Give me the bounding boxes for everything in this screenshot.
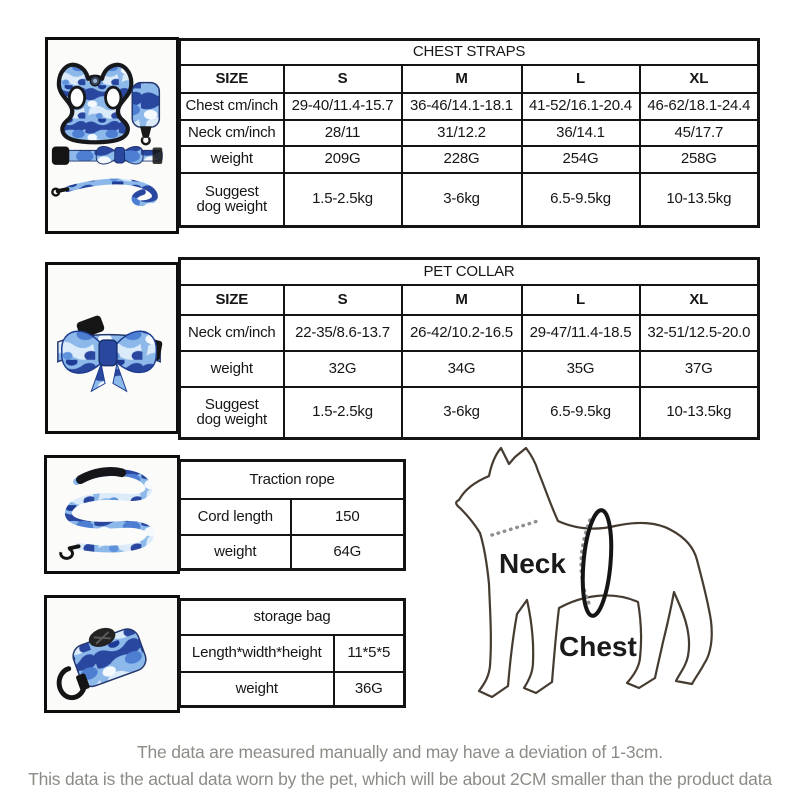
table-cell: 228G xyxy=(402,146,522,173)
table-row xyxy=(180,351,759,387)
footer-notes xyxy=(0,739,800,793)
table-row xyxy=(180,93,759,120)
column-header: S xyxy=(284,285,402,315)
table-cell: 28/11 xyxy=(284,120,402,146)
column-header: XL xyxy=(640,65,759,93)
size-header: SIZE xyxy=(180,285,284,315)
storage-bag-illustration xyxy=(47,598,171,704)
size-header: SIZE xyxy=(180,65,284,93)
row-label: weight xyxy=(180,535,291,570)
row-label: Chest cm/inch xyxy=(180,93,284,120)
row-label: Neck cm/inch xyxy=(180,315,284,351)
table-cell: 29-47/11.4-18.5 xyxy=(522,315,640,351)
mini-collar-icon xyxy=(52,147,162,165)
table-cell: 150 xyxy=(291,499,405,535)
table-row xyxy=(180,146,759,173)
pet-collar-table xyxy=(178,257,760,440)
harness-set-illustration xyxy=(48,40,170,225)
chest-girth-ellipse xyxy=(579,509,615,617)
table-cell: 45/17.7 xyxy=(640,120,759,146)
table-row xyxy=(180,499,405,535)
row-label: Suggest dog weight xyxy=(180,173,284,227)
column-header: XL xyxy=(640,285,759,315)
table-row xyxy=(180,672,405,707)
chest-label: Chest xyxy=(559,631,637,662)
table-row xyxy=(180,173,759,227)
row-label: weight xyxy=(180,146,284,173)
table-cell: 6.5-9.5kg xyxy=(522,387,640,439)
mini-leash-icon xyxy=(52,181,155,203)
dog-measurement-diagram xyxy=(443,436,791,736)
table-cell: 10-13.5kg xyxy=(640,173,759,227)
table-title: PET COLLAR xyxy=(180,259,759,285)
mini-bag-icon xyxy=(132,83,159,145)
traction-rope-table xyxy=(178,459,406,571)
table-cell: 34G xyxy=(402,351,522,387)
table-row xyxy=(180,120,759,146)
collar-bow-photo xyxy=(45,262,179,434)
table-cell: 6.5-9.5kg xyxy=(522,173,640,227)
table-row xyxy=(180,535,405,570)
row-label: weight xyxy=(180,351,284,387)
table-row xyxy=(180,315,759,351)
table-cell: 37G xyxy=(640,351,759,387)
table-cell: 209G xyxy=(284,146,402,173)
chest-straps-table xyxy=(178,38,760,228)
storage-bag-table xyxy=(178,598,406,708)
collar-bow-icon xyxy=(58,315,163,392)
table-cell: 3-6kg xyxy=(402,173,522,227)
table-cell: 32-51/12.5-20.0 xyxy=(640,315,759,351)
table-cell: 254G xyxy=(522,146,640,173)
row-label: Length*width*height xyxy=(180,635,334,672)
footer-note-line1: The data are measured manually and may have a deviation of 1-3cm. xyxy=(137,742,663,762)
table-cell: 1.5-2.5kg xyxy=(284,173,402,227)
column-header: L xyxy=(522,285,640,315)
table-cell: 10-13.5kg xyxy=(640,387,759,439)
table-cell: 258G xyxy=(640,146,759,173)
table-title: CHEST STRAPS xyxy=(180,40,759,65)
storage-bag-icon xyxy=(59,617,149,697)
harness-set-photo xyxy=(45,37,179,234)
column-header: L xyxy=(522,65,640,93)
table-cell: 36G xyxy=(334,672,405,707)
table-cell: 11*5*5 xyxy=(334,635,405,672)
table-cell: 22-35/8.6-13.7 xyxy=(284,315,402,351)
table-cell: 26-42/10.2-16.5 xyxy=(402,315,522,351)
collar-illustration xyxy=(48,265,170,425)
storage-bag-photo xyxy=(44,595,180,713)
neck-label: Neck xyxy=(499,548,566,579)
row-label: Suggest dog weight xyxy=(180,387,284,439)
dog-outline-illustration xyxy=(443,436,791,736)
table-cell: 3-6kg xyxy=(402,387,522,439)
harness-icon xyxy=(59,65,132,143)
table-cell: 64G xyxy=(291,535,405,570)
table-cell: 31/12.2 xyxy=(402,120,522,146)
table-cell: 29-40/11.4-15.7 xyxy=(284,93,402,120)
table-row xyxy=(180,387,759,439)
column-header: M xyxy=(402,65,522,93)
neck-measure-dotted-line xyxy=(492,520,541,535)
table-row xyxy=(180,635,405,672)
column-header: S xyxy=(284,65,402,93)
footer-note-line2: This data is the actual data worn by the pet, which will be about 2CM smaller than the product data xyxy=(28,769,772,789)
row-label: Cord length xyxy=(180,499,291,535)
table-title: storage bag xyxy=(180,600,405,635)
table-title: Traction rope xyxy=(180,461,405,499)
table-cell: 36/14.1 xyxy=(522,120,640,146)
column-header: M xyxy=(402,285,522,315)
table-cell: 32G xyxy=(284,351,402,387)
leash-icon xyxy=(61,471,151,558)
row-label: weight xyxy=(180,672,334,707)
table-cell: 36-46/14.1-18.1 xyxy=(402,93,522,120)
table-cell: 46-62/18.1-24.4 xyxy=(640,93,759,120)
table-cell: 1.5-2.5kg xyxy=(284,387,402,439)
table-cell: 35G xyxy=(522,351,640,387)
table-cell: 41-52/16.1-20.4 xyxy=(522,93,640,120)
row-label: Neck cm/inch xyxy=(180,120,284,146)
leash-illustration xyxy=(47,458,171,565)
traction-rope-photo xyxy=(44,455,180,574)
